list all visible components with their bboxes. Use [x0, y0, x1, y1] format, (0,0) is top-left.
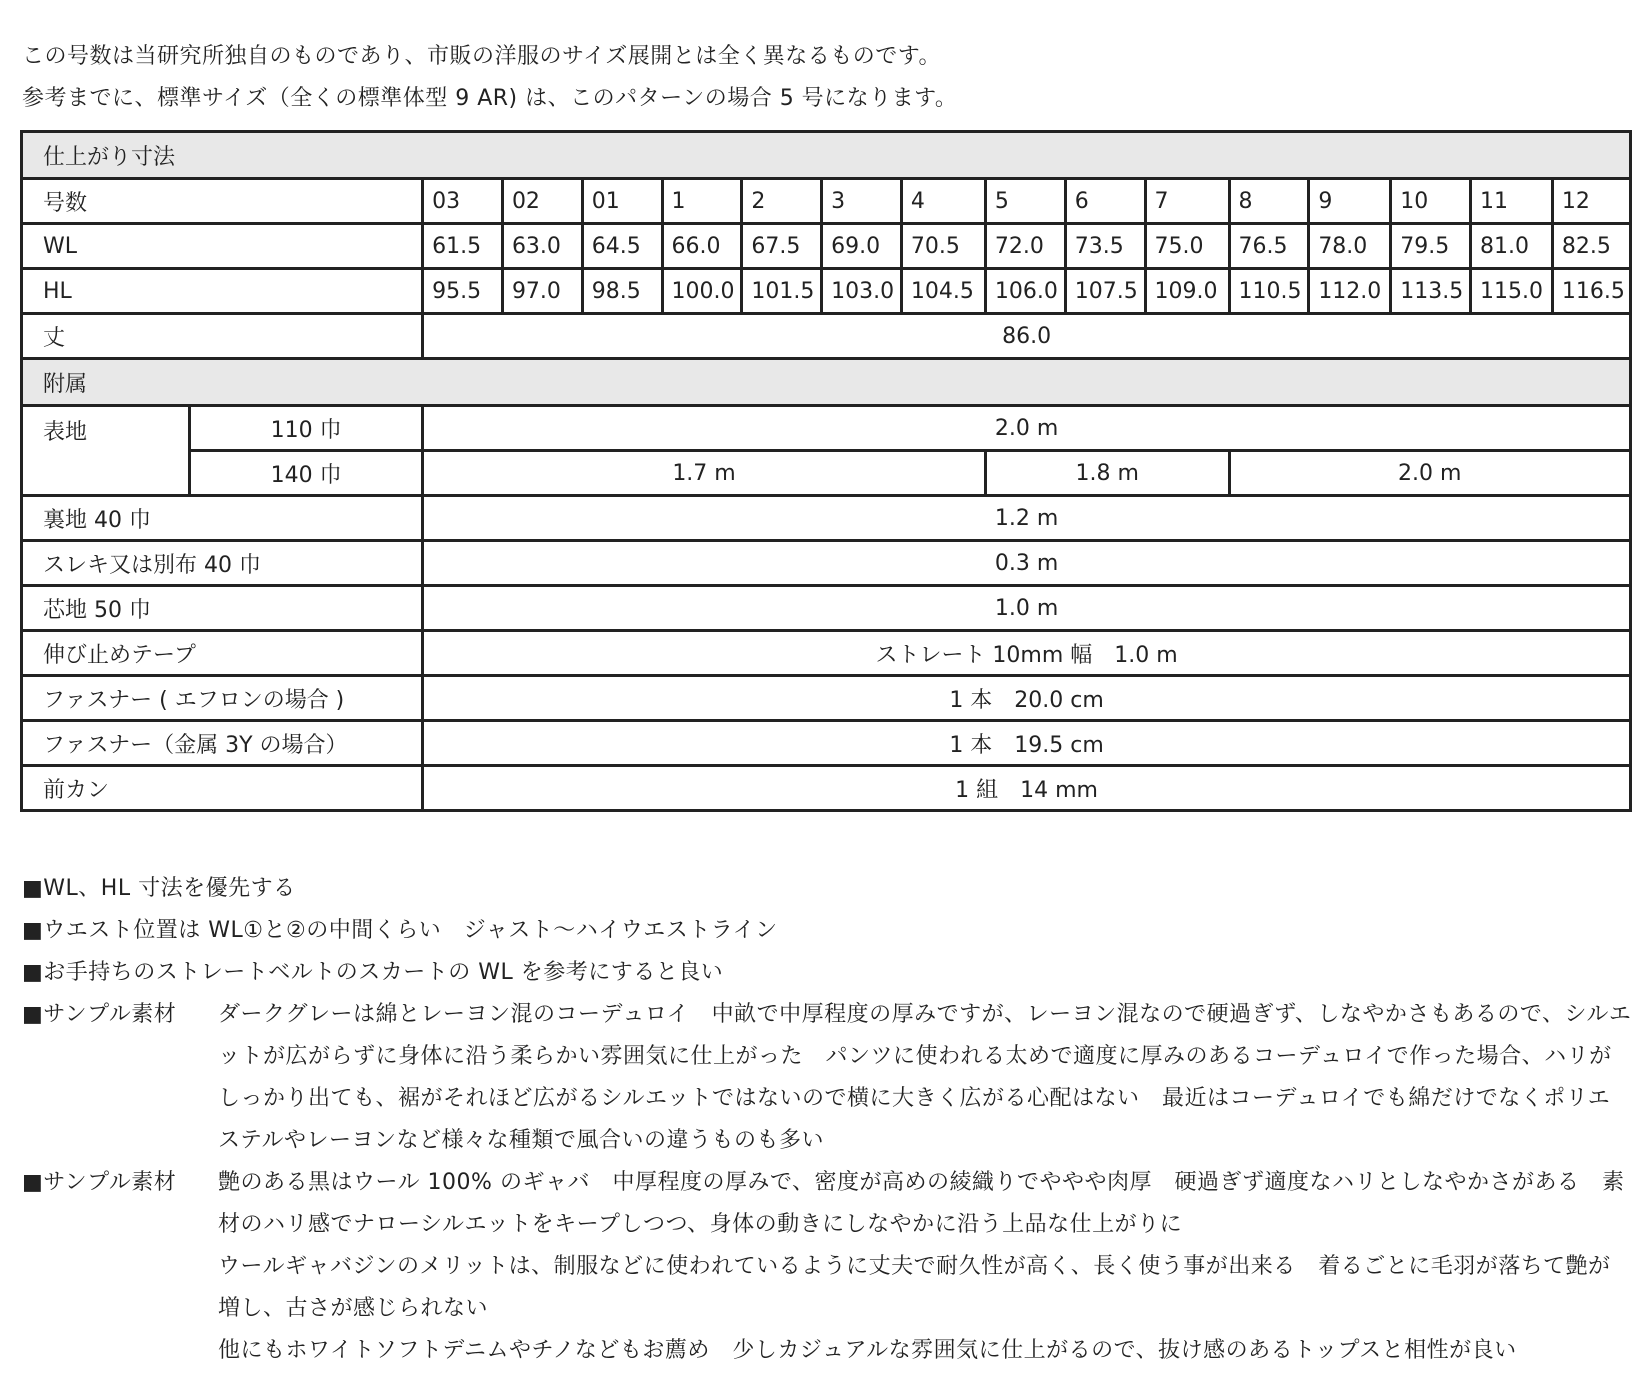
pocketing-row — [22, 541, 1631, 586]
accessories-section-header: 附属 — [22, 359, 1631, 406]
hl-cell: 100.0 — [662, 269, 742, 314]
zipper-eflon-row — [22, 676, 1631, 721]
size-cell: 8 — [1229, 179, 1309, 224]
size-cell: 4 — [901, 179, 985, 224]
size-cell: 2 — [742, 179, 822, 224]
size-cell: 10 — [1391, 179, 1471, 224]
wl-cell: 81.0 — [1471, 224, 1553, 269]
hl-cell: 106.0 — [985, 269, 1065, 314]
wl-cell: 78.0 — [1309, 224, 1391, 269]
omote-110-row — [22, 406, 1631, 451]
intro-line-2: 参考までに、標準サイズ（全くの標準体型 9 AR) は、このパターンの場合 5 号になります。 — [22, 86, 958, 111]
wl-cell: 69.0 — [822, 224, 902, 269]
stay-tape-row — [22, 631, 1631, 676]
size-cell: 5 — [985, 179, 1065, 224]
hl-cell: 95.5 — [423, 269, 503, 314]
hl-cell: 115.0 — [1471, 269, 1553, 314]
sample-material-1-paragraph: ダークグレーは綿とレーヨン混のコーデュロイ 中畝で中厚程度の厚みですが、レーヨン混なので硬過ぎず、しなやかさもあるので、シルエットが広がらずに身体に沿う柔らかい雰囲気に仕上がった パンツに使われる太めで適度に厚みのあるコーデュロイで作った場合、ハリがしっかり出ても、裾がそれほど広がるシルエットではないので横に大きく広がる心配はない 最近はコーデュロイでも綿だけでなくポリエステルやレーヨンなど様々な種類で風合いの違うものも多い — [218, 1002, 1632, 1153]
accessories-section-row — [22, 359, 1631, 406]
w140-value-large: 2.0 m — [1229, 451, 1630, 496]
w140-value-small: 1.7 m — [423, 451, 986, 496]
sample-material-1-label: ■サンプル素材 — [22, 1002, 177, 1027]
stay-tape-label: 伸び止めテープ — [22, 631, 423, 676]
hl-label: HL — [22, 269, 423, 314]
w110-value: 2.0 m — [423, 406, 1631, 451]
zipper-metal-row — [22, 721, 1631, 766]
size-cell: 12 — [1552, 179, 1630, 224]
wl-cell: 70.5 — [901, 224, 985, 269]
note-line: ■ウエスト位置は WL①と②の中間くらい ジャスト〜ハイウエストライン — [22, 918, 778, 943]
wl-cell: 76.5 — [1229, 224, 1309, 269]
wl-cell: 73.5 — [1065, 224, 1145, 269]
zipper-eflon-label: ファスナー ( エフロンの場合 ) — [22, 676, 423, 721]
omote-140-row — [22, 451, 1631, 496]
hl-row — [22, 269, 1631, 314]
wl-cell: 63.0 — [502, 224, 582, 269]
sample-material-1-text — [218, 994, 1632, 1162]
sample-material-2-paragraph: 艶のある黒はウール 100% のギャバ 中厚程度の厚みで、密度が高めの綾織りでややや肉厚 硬過ぎず適度なハリとしなやかさがある 素材のハリ感でナローシルエットをキープしつつ、身体の動きにしなやかに沿う上品な仕上がりに — [218, 1170, 1625, 1237]
hl-cell: 98.5 — [582, 269, 662, 314]
zipper-eflon-value: 1 本 20.0 cm — [423, 676, 1631, 721]
size-cell: 03 — [423, 179, 503, 224]
finished-section-row — [22, 132, 1631, 179]
hl-cell: 104.5 — [901, 269, 985, 314]
size-cell: 6 — [1065, 179, 1145, 224]
size-cell: 7 — [1145, 179, 1229, 224]
zipper-metal-label: ファスナー（金属 3Y の場合） — [22, 721, 423, 766]
sample-material-2-label: ■サンプル素材 — [22, 1170, 177, 1195]
zipper-metal-value: 1 本 19.5 cm — [423, 721, 1631, 766]
intro-text — [22, 36, 957, 120]
spec-table — [20, 130, 1632, 812]
wl-cell: 75.0 — [1145, 224, 1229, 269]
lining-value: 1.2 m — [423, 496, 1631, 541]
wl-cell: 82.5 — [1552, 224, 1630, 269]
sample-material-2 — [22, 1162, 1632, 1372]
sample-material-2-text — [218, 1162, 1632, 1372]
size-label: 号数 — [22, 179, 423, 224]
hook-row — [22, 766, 1631, 811]
size-cell: 02 — [502, 179, 582, 224]
wl-cell: 64.5 — [582, 224, 662, 269]
size-cell: 9 — [1309, 179, 1391, 224]
stay-tape-value: ストレート 10mm 幅 1.0 m — [423, 631, 1631, 676]
w110-label: 110 巾 — [190, 406, 423, 451]
interfacing-row — [22, 586, 1631, 631]
wl-cell: 67.5 — [742, 224, 822, 269]
size-cell: 1 — [662, 179, 742, 224]
length-label: 丈 — [22, 314, 423, 359]
note-line: ■WL、HL 寸法を優先する — [22, 876, 296, 901]
interfacing-label: 芯地 50 巾 — [22, 586, 423, 631]
sample-material-2-paragraph: ウールギャバジンのメリットは、制服などに使われているように丈夫で耐久性が高く、長く使う事が出来る 着るごとに毛羽が落ちて艶が増し、古さが感じられない — [218, 1254, 1611, 1321]
hook-label: 前カン — [22, 766, 423, 811]
wl-cell: 72.0 — [985, 224, 1065, 269]
sample-material-1 — [22, 994, 1632, 1162]
size-cell: 3 — [822, 179, 902, 224]
hl-cell: 110.5 — [1229, 269, 1309, 314]
hl-cell: 112.0 — [1309, 269, 1391, 314]
finished-section-header: 仕上がり寸法 — [22, 132, 1631, 179]
hook-value: 1 組 14 mm — [423, 766, 1631, 811]
sample-material-2-paragraph: 他にもホワイトソフトデニムやチノなどもお薦め 少しカジュアルな雰囲気に仕上がるので、抜け感のあるトップスと相性が良い — [218, 1338, 1517, 1363]
size-row — [22, 179, 1631, 224]
notes-section — [22, 868, 1632, 1372]
size-cell: 11 — [1471, 179, 1553, 224]
hl-cell: 113.5 — [1391, 269, 1471, 314]
w140-label: 140 巾 — [190, 451, 423, 496]
lining-label: 裏地 40 巾 — [22, 496, 423, 541]
size-cell: 01 — [582, 179, 662, 224]
length-value: 86.0 — [423, 314, 1631, 359]
wl-cell: 66.0 — [662, 224, 742, 269]
omote-label: 表地 — [22, 406, 190, 496]
wl-cell: 79.5 — [1391, 224, 1471, 269]
length-row — [22, 314, 1631, 359]
note-line: ■お手持ちのストレートベルトのスカートの WL を参考にすると良い — [22, 960, 724, 985]
pocketing-label: スレキ又は別布 40 巾 — [22, 541, 423, 586]
hl-cell: 116.5 — [1552, 269, 1630, 314]
wl-row — [22, 224, 1631, 269]
hl-cell: 109.0 — [1145, 269, 1229, 314]
intro-line-1: この号数は当研究所独自のものであり、市販の洋服のサイズ展開とは全く異なるものです。 — [22, 44, 941, 69]
w140-value-mid: 1.8 m — [985, 451, 1229, 496]
hl-cell: 103.0 — [822, 269, 902, 314]
pocketing-value: 0.3 m — [423, 541, 1631, 586]
wl-label: WL — [22, 224, 423, 269]
interfacing-value: 1.0 m — [423, 586, 1631, 631]
wl-cell: 61.5 — [423, 224, 503, 269]
hl-cell: 101.5 — [742, 269, 822, 314]
hl-cell: 107.5 — [1065, 269, 1145, 314]
hl-cell: 97.0 — [502, 269, 582, 314]
lining-row — [22, 496, 1631, 541]
